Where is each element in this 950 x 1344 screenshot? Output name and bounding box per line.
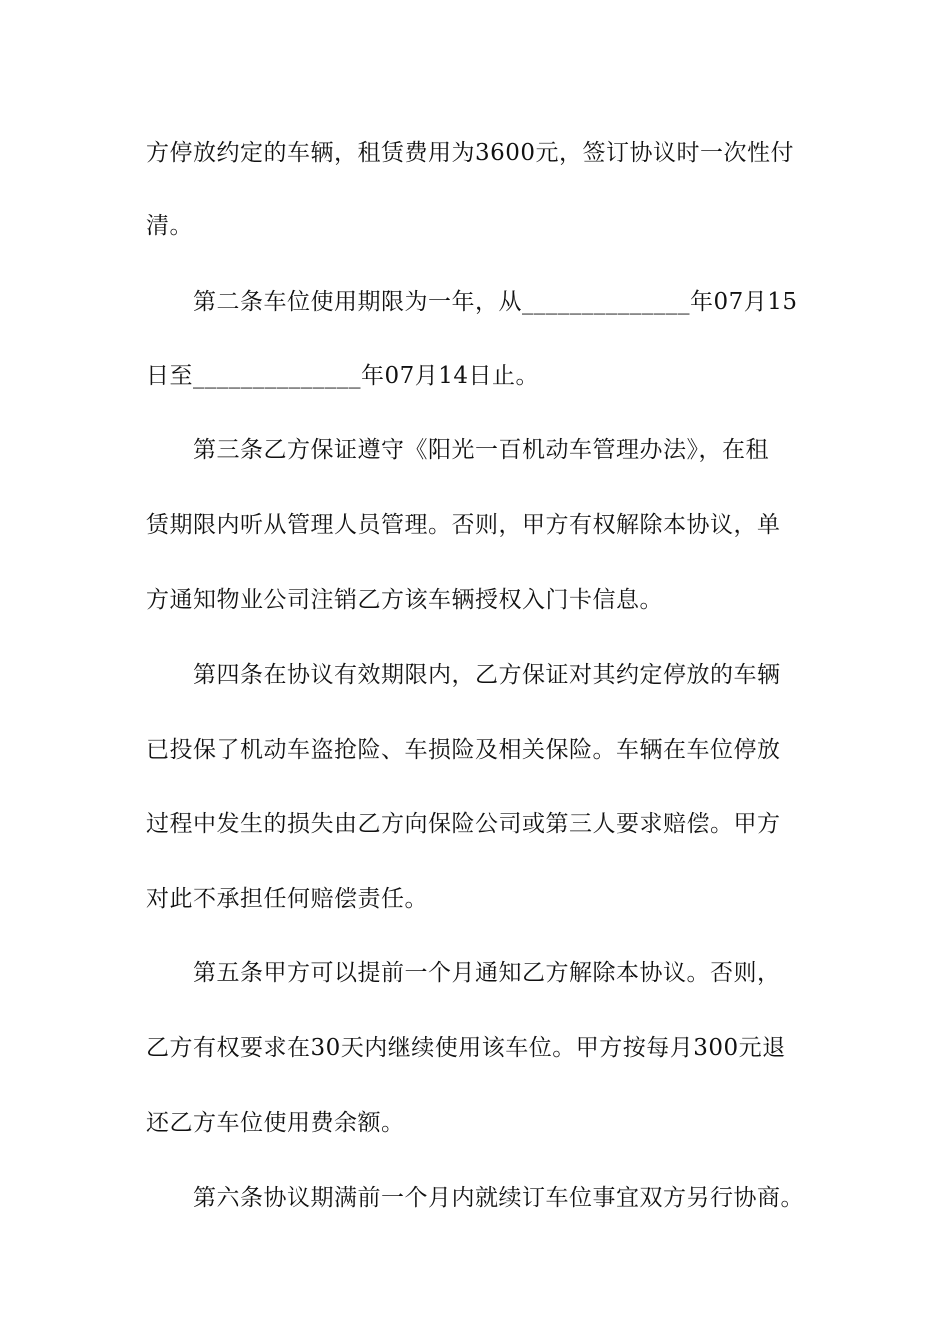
text-line: 过程中发生的损失由乙方向保险公司或第三人要求赔偿。甲方 — [146, 811, 781, 837]
text-line: 乙方有权要求在30天内继续使用该车位。甲方按每月300元退 — [146, 1035, 786, 1061]
text-line: 方停放约定的车辆，租赁费用为3600元，签订协议时一次性付 — [146, 140, 795, 166]
text-line: 日至______________年07月14日止。 — [146, 363, 540, 389]
clause-6-line: 第六条协议期满前一个月内就续订车位事宜双方另行协商。 — [193, 1185, 804, 1211]
clause-3-line: 第三条乙方保证遵守《阳光一百机动车管理办法》，在租 — [193, 437, 769, 463]
text-line: 方通知物业公司注销乙方该车辆授权入门卡信息。 — [146, 587, 663, 613]
text-line: 赁期限内听从管理人员管理。否则，甲方有权解除本协议，单 — [146, 512, 781, 538]
text-line: 清。 — [146, 213, 193, 239]
clause-2-line: 第二条车位使用期限为一年，从______________年07月15 — [193, 289, 798, 315]
clause-4-line: 第四条在协议有效期限内，乙方保证对其约定停放的车辆 — [193, 662, 781, 688]
text-line: 已投保了机动车盗抢险、车损险及相关保险。车辆在车位停放 — [146, 737, 781, 763]
text-line: 还乙方车位使用费余额。 — [146, 1110, 405, 1136]
text-line: 对此不承担任何赔偿责任。 — [146, 886, 428, 912]
clause-5-line: 第五条甲方可以提前一个月通知乙方解除本协议。否则， — [193, 960, 781, 986]
